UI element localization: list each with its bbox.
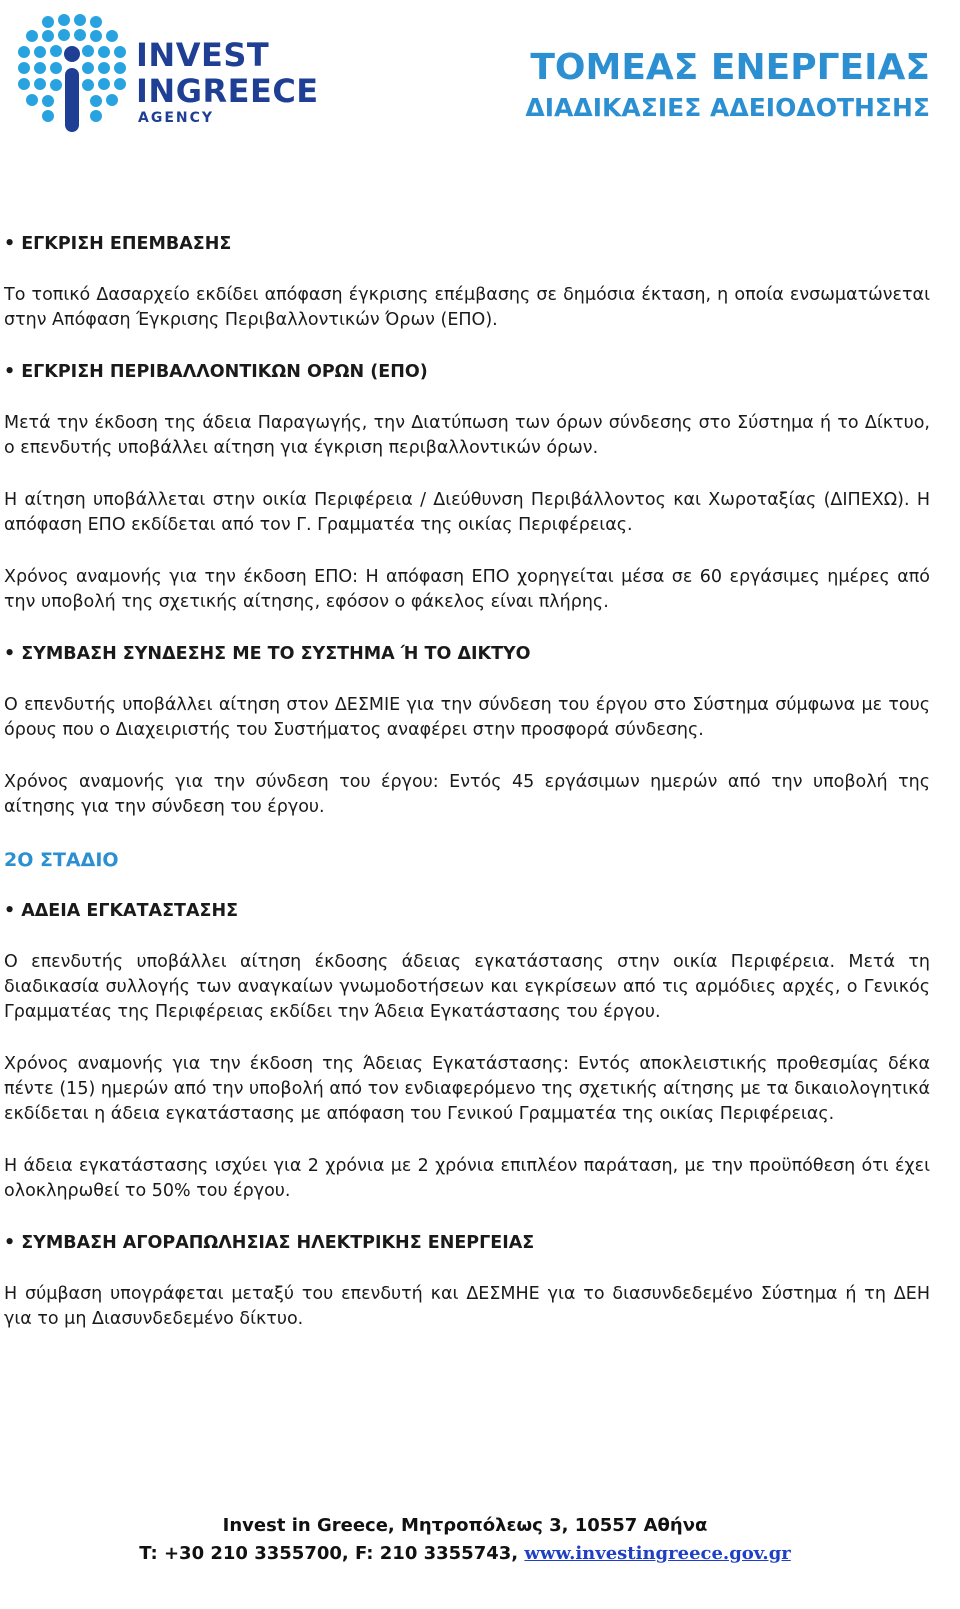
paragraph: Η άδεια εγκατάστασης ισχύει για 2 χρόνια με 2 χρόνια επιπλέον παράταση, με την προϋπόθεση ότι έχει ολοκληρωθεί το 50% του έργου. (4, 1156, 930, 1201)
paragraph: Το τοπικό Δασαρχείο εκδίδει απόφαση έγκρισης επέμβασης σε δημόσια έκταση, η οποία ενσωματώνεται στην Απόφαση Έγκρισης Περιβαλλοντικών Όρων (ΕΠΟ). (4, 285, 930, 330)
paragraph: Χρόνος αναμονής για την σύνδεση του έργου: Εντός 45 εργάσιμων ημερών από την υποβολή της αίτησης για την σύνδεση του έργου. (4, 772, 930, 817)
document-body (4, 232, 930, 1359)
footer-contact-line (0, 1540, 930, 1568)
logo-text-ingreece: INGREECE (136, 72, 319, 110)
section-heading: • ΣΥΜΒΑΣΗ ΣΥΝΔΕΣΗΣ ΜΕ ΤΟ ΣΥΣΤΗΜΑ Ή ΤΟ ΔΙΚΤΥΟ (4, 644, 531, 664)
paragraph: Η αίτηση υποβάλλεται στην οικία Περιφέρεια / Διεύθυνση Περιβάλλοντος και Χωροταξίας (ΔΙΠΕΧΩ). Η απόφαση ΕΠΟ εκδίδεται από τον Γ. Γραμματέα της οικίας Περιφέρειας. (4, 490, 930, 535)
page-subtitle: ΔΙΑΔΙΚΑΣΙΕΣ ΑΔΕΙΟΔΟΤΗΣΗΣ (525, 93, 930, 122)
paragraph: Χρόνος αναμονής για την έκδοση ΕΠΟ: Η απόφαση ΕΠΟ χορηγείται μέσα σε 60 εργάσιμες ημέρες από την υποβολή της σχετικής αίτησης, εφόσον ο φάκελος είναι πλήρης. (4, 567, 930, 612)
footer-phone-fax: T: +30 210 3355700, F: 210 3355743, (139, 1543, 525, 1564)
document-footer (0, 1512, 930, 1568)
footer-address: Invest in Greece, Μητροπόλεως 3, 10557 Αθήνα (222, 1515, 708, 1536)
page-title: ΤΟΜΕΑΣ ΕΝΕΡΓΕΙΑΣ (530, 47, 930, 88)
bullet-icon: • (4, 644, 16, 664)
bullet-icon: • (4, 362, 16, 382)
paragraph: Μετά την έκδοση της άδεια Παραγωγής, την Διατύπωση των όρων σύνδεσης στο Σύστημα ή το Δίκτυο, ο επενδυτής υποβάλλει αίτηση για έγκριση περιβαλλοντικών όρων. (4, 413, 930, 458)
stage-title: 2Ο ΣΤΑΔΙΟ (4, 849, 119, 871)
paragraph: Χρόνος αναμονής για την έκδοση της Άδειας Εγκατάστασης: Εντός αποκλειστικής προθεσμίας δέκα πέντε (15) ημερών από την υποβολή από τον ενδιαφερόμενο της σχετικής αίτησης με τα δικαιολογητικά εκδίδεται η άδεια εγκατάστασης με απόφαση του Γενικού Γραμματέα της οικίας Περιφέρειας. (4, 1054, 930, 1124)
paragraph: Ο επενδυτής υποβάλλει αίτηση στον ΔΕΣΜΙΕ για την σύνδεση του έργου στο Σύστημα σύμφωνα με τους όρους που ο Διαχειριστής του Συστήματος αναφέρει στην προσφορά σύνδεσης. (4, 695, 930, 740)
bullet-icon: • (4, 901, 16, 921)
logo-text-invest: INVEST (136, 36, 270, 74)
bullet-icon: • (4, 1233, 16, 1253)
bullet-icon: • (4, 234, 16, 254)
logo-mark-icon (18, 14, 130, 138)
section-heading: • ΕΓΚΡΙΣΗ ΕΠΕΜΒΑΣΗΣ (4, 234, 232, 254)
document-header (525, 46, 930, 126)
section-heading: • ΑΔΕΙΑ ΕΓΚΑΤΑΣΤΑΣΗΣ (4, 901, 239, 921)
invest-in-greece-logo (18, 14, 338, 138)
section-heading: • ΕΓΚΡΙΣΗ ΠΕΡΙΒΑΛΛΟΝΤΙΚΩΝ ΟΡΩΝ (ΕΠΟ) (4, 362, 428, 382)
section-heading: • ΣΥΜΒΑΣΗ ΑΓΟΡΑΠΩΛΗΣΙΑΣ ΗΛΕΚΤΡΙΚΗΣ ΕΝΕΡΓΕΙΑΣ (4, 1233, 535, 1253)
paragraph: Ο επενδυτής υποβάλλει αίτηση έκδοσης άδειας εγκατάστασης στην οικία Περιφέρεια. Μετά τη διαδικασία συλλογής των αναγκαίων γνωμοδοτήσεων και εγκρίσεων από τις αρμόδιες αρχές, ο Γενικός Γραμματέας της Περιφέρειας εκδίδει την Άδεια Εγκατάστασης του έργου. (4, 952, 930, 1022)
paragraph: Η σύμβαση υπογράφεται μεταξύ του επενδυτή και ΔΕΣΜΗΕ για το διασυνδεδεμένο Σύστημα ή τη ΔΕΗ για το μη Διασυνδεδεμένο δίκτυο. (4, 1284, 930, 1329)
logo-text-agency: AGENCY (138, 110, 215, 126)
website-link[interactable]: www.investingreece.gov.gr (524, 1543, 791, 1564)
